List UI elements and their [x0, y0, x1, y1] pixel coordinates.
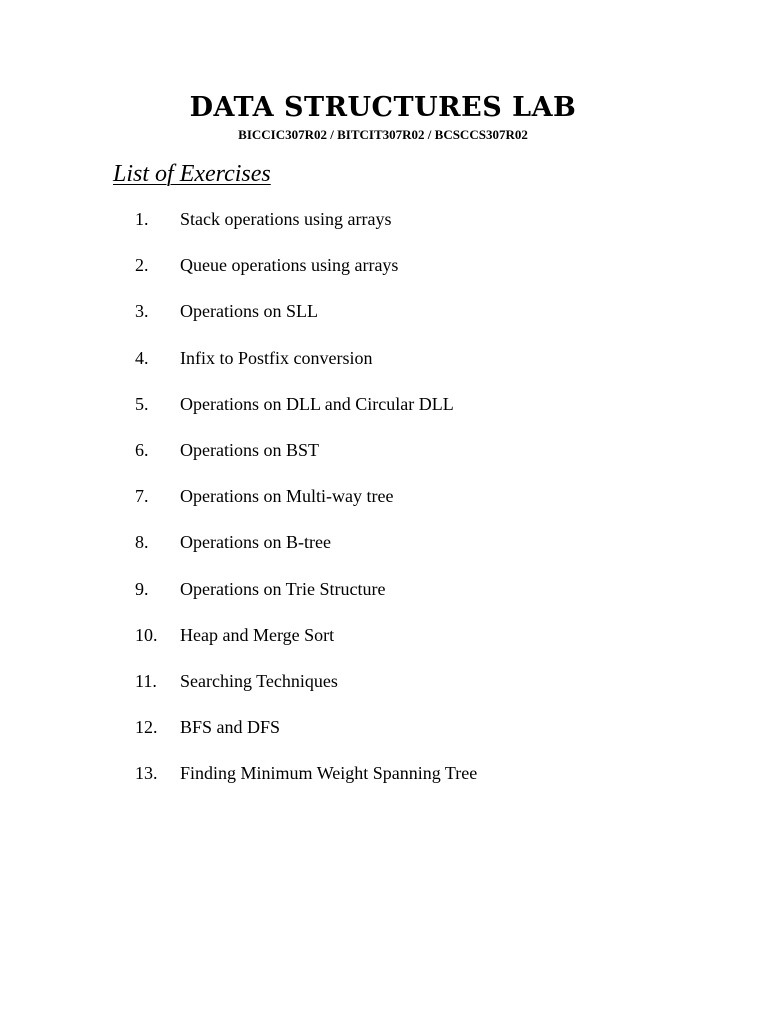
exercise-item-4 — [0, 345, 768, 391]
exercise-title: Operations on SLL — [180, 301, 318, 322]
exercise-number: 11. — [135, 670, 157, 691]
exercise-item-8 — [0, 529, 768, 575]
document-title: DATA STRUCTURES LAB — [189, 92, 577, 123]
exercise-title: BFS and DFS — [180, 717, 281, 738]
exercise-item-3 — [0, 298, 768, 344]
exercise-number: 6. — [135, 439, 149, 460]
exercise-title: Operations on BST — [180, 439, 319, 460]
exercise-title: Operations on DLL and Circular DLL — [180, 393, 454, 414]
exercise-title: Operations on Trie Structure — [180, 578, 386, 599]
exercise-number: 4. — [135, 347, 149, 368]
exercise-number: 2. — [135, 255, 149, 276]
exercise-item-2 — [0, 252, 768, 298]
exercise-item-11 — [0, 668, 768, 714]
exercise-number: 10. — [135, 624, 158, 645]
exercise-number: 1. — [135, 209, 149, 229]
exercise-item-13 — [0, 760, 768, 806]
exercise-item-10 — [0, 622, 768, 668]
exercise-title: Finding Minimum Weight Spanning Tree — [180, 763, 478, 784]
exercise-title: Heap and Merge Sort — [180, 624, 335, 645]
section-heading: List of Exercises — [113, 161, 271, 187]
exercise-title: Stack operations using arrays — [180, 209, 392, 229]
exercise-number: 3. — [135, 301, 149, 322]
exercise-number: 5. — [135, 393, 149, 414]
exercise-number: 9. — [135, 578, 149, 599]
exercise-item-5 — [0, 391, 768, 437]
exercise-title: Operations on B-tree — [180, 532, 331, 553]
exercise-number: 7. — [135, 486, 149, 507]
exercise-title: Queue operations using arrays — [180, 255, 399, 276]
course-codes: BICCIC307R02 / BITCIT307R02 / BCSCCS307R02 — [238, 127, 528, 142]
exercise-list — [0, 206, 768, 806]
exercise-item-12 — [0, 714, 768, 760]
exercise-item-6 — [0, 437, 768, 483]
exercise-title: Infix to Postfix conversion — [180, 347, 373, 368]
exercise-item-7 — [0, 483, 768, 529]
exercise-number: 8. — [135, 532, 149, 553]
exercise-number: 12. — [135, 717, 158, 738]
exercise-number: 13. — [135, 763, 158, 784]
exercise-title: Operations on Multi-way tree — [180, 486, 394, 507]
exercise-item-9 — [0, 576, 768, 622]
exercise-title: Searching Techniques — [180, 670, 338, 691]
exercise-item-1 — [0, 206, 768, 252]
